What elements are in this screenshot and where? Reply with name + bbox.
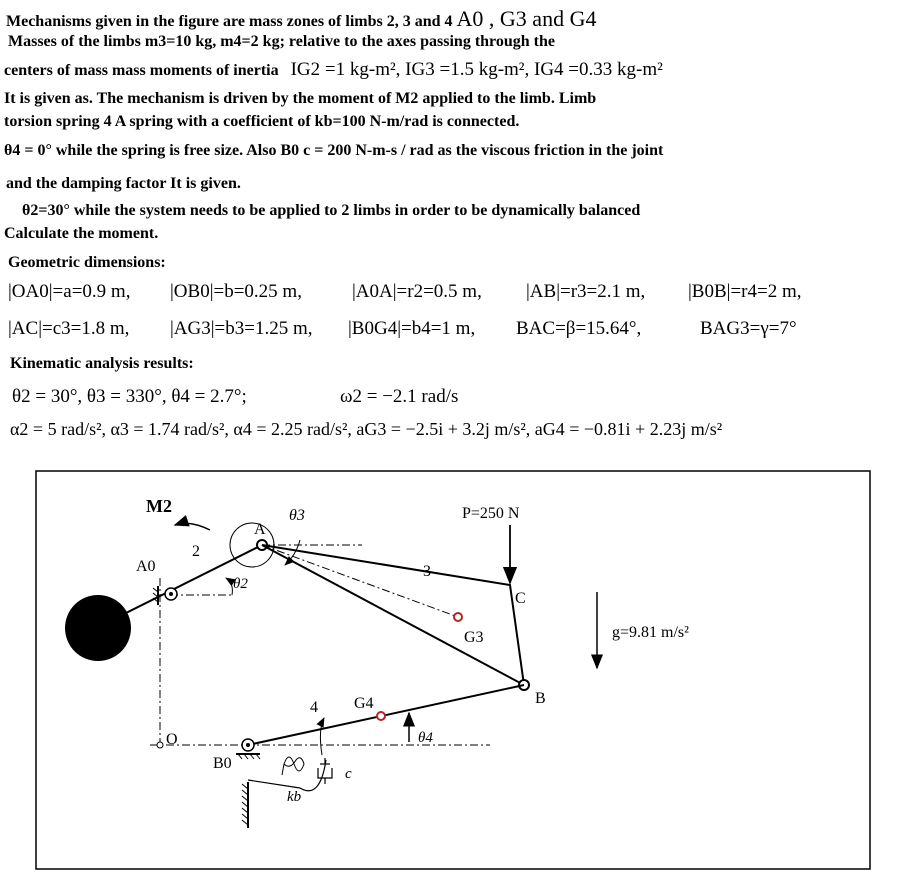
kinematics-row-1a: θ2 = 30°, θ3 = 330°, θ4 = 2.7°; <box>12 386 247 407</box>
counterweight <box>65 595 131 661</box>
origin-o <box>157 742 163 748</box>
geometry-row-1-item-3: |A0A|=r2=0.5 m, <box>352 281 482 302</box>
figure-frame <box>36 471 870 869</box>
label-b: B <box>535 690 546 707</box>
label-c-point: C <box>515 590 526 607</box>
problem-line-9: Calculate the moment. <box>4 225 159 242</box>
label-kb: kb <box>287 789 302 805</box>
problem-line-1: Mechanisms given in the figure are mass zones of limbs 2, 3 and 4 A0 , G3 and G4 <box>6 6 597 31</box>
ground-b0 <box>236 739 260 759</box>
geometry-row-2-item-4: BAC=β=15.64°, <box>516 318 642 339</box>
link-4 <box>248 685 524 745</box>
kinematics-row-1b: ω2 = −2.1 rad/s <box>340 386 459 407</box>
problem-line-8: θ2=30° while the system needs to be applied to 2 limbs in order to be dynamically balanced <box>22 202 641 219</box>
geometry-row-2-item-1: |AC|=c3=1.8 m, <box>8 318 130 339</box>
label-b0: B0 <box>213 755 232 772</box>
label-damper-c: c <box>345 766 352 782</box>
g3-center-of-mass <box>454 613 462 621</box>
problem-line-1-symbols: A0 , G3 and G4 <box>456 6 597 31</box>
label-link-4: 4 <box>310 699 318 716</box>
label-theta2: θ2 <box>233 576 248 592</box>
geometry-row-2-item-3: |B0G4|=b4=1 m, <box>348 318 476 339</box>
g4-center-of-mass <box>377 712 385 720</box>
problem-line-6: θ4 = 0° while the spring is free size. Also B0 c = 200 N-m-s / rad as the viscous friction in the joint <box>4 142 664 159</box>
problem-line-7: and the damping factor It is given. <box>6 175 241 192</box>
label-gravity: g=9.81 m/s² <box>612 624 689 641</box>
geometry-heading: Geometric dimensions: <box>8 254 166 271</box>
geometry-row-1-item-2: |OB0|=b=0.25 m, <box>170 281 302 302</box>
label-force-p: P=250 N <box>462 505 520 522</box>
m2-moment-arrow <box>175 523 210 530</box>
geometry-row-1-item-5: |B0B|=r4=2 m, <box>688 281 802 302</box>
label-a: A <box>254 521 266 538</box>
problem-line-2: Masses of the limbs m3=10 kg, m4=2 kg; relative to the axes passing through the <box>8 33 555 50</box>
problem-line-3: centers of mass mass moments of inertia IG2 =1 kg-m², IG3 =1.5 kg-m², IG4 =0.33 kg-m² <box>4 59 663 80</box>
geometry-row-1-item-1: |OA0|=a=0.9 m, <box>8 281 131 302</box>
spring-bracket <box>242 760 326 828</box>
mechanism-diagram <box>0 460 906 884</box>
problem-line-4: It is given as. The mechanism is driven by the moment of M2 applied to the limb. Limb <box>4 90 597 107</box>
label-theta3: θ3 <box>289 507 305 524</box>
label-o: O <box>166 731 178 748</box>
spring-arc-arrow <box>320 718 324 755</box>
label-m2: M2 <box>146 496 172 516</box>
label-a0: A0 <box>136 558 156 575</box>
label-link-2: 2 <box>192 543 200 560</box>
label-theta4: θ4 <box>418 730 433 746</box>
label-g3: G3 <box>464 629 484 646</box>
geometry-row-2-item-5: BAG3=γ=7° <box>700 318 797 339</box>
label-link-3: 3 <box>423 563 431 580</box>
kinematics-row-2: α2 = 5 rad/s², α3 = 1.74 rad/s², α4 = 2.25 rad/s², aG3 = −2.5i + 3.2j m/s², aG4 = −0.81i + 2.23j m/s² <box>10 419 723 439</box>
kinematics-heading: Kinematic analysis results: <box>10 355 194 372</box>
label-g4: G4 <box>354 695 374 712</box>
ground-a0 <box>153 586 177 605</box>
theta2-arc <box>226 578 232 595</box>
geometry-row-2-item-2: |AG3|=b3=1.25 m, <box>170 318 313 339</box>
problem-line-5: torsion spring 4 A spring with a coefficient of kb=100 N-m/rad is connected. <box>4 113 520 130</box>
damper-icon <box>318 758 332 784</box>
geometry-row-1-item-4: |AB|=r3=2.1 m, <box>526 281 646 302</box>
ag3-line <box>262 545 458 617</box>
inertia-values: IG2 =1 kg-m², IG3 =1.5 kg-m², IG4 =0.33 kg-m² <box>290 59 663 80</box>
torsion-spring-icon <box>282 757 304 775</box>
link-3 <box>262 545 524 685</box>
